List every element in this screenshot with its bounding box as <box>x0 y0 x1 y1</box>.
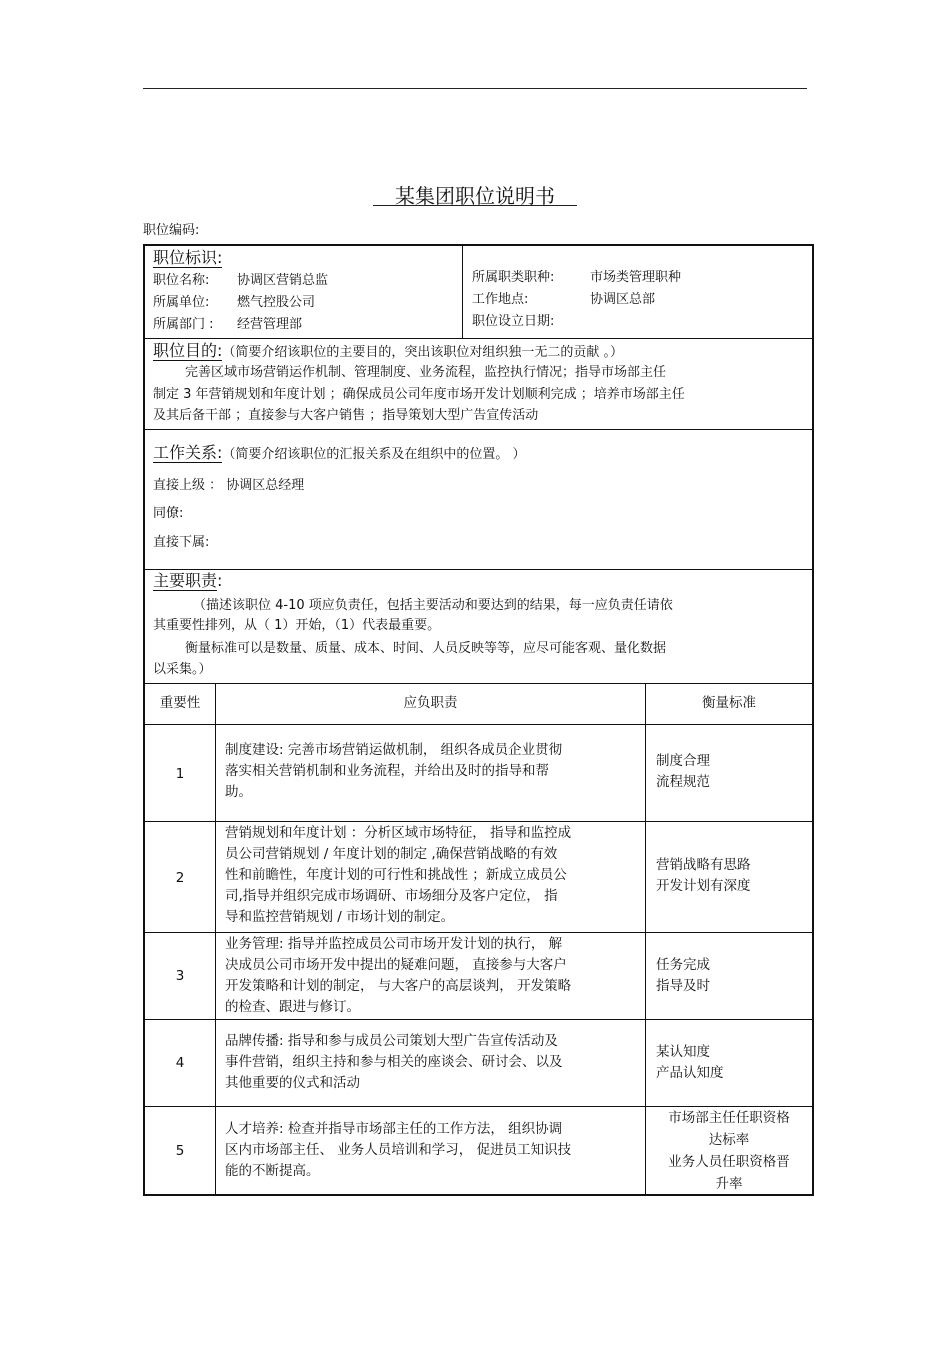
divider-identity <box>145 338 812 339</box>
position-name-label: 职位名称: <box>153 273 210 288</box>
purpose-hint: （简要介绍该职位的主要目的，突出该职位对组织独一无二的贡献 。） <box>222 345 624 360</box>
unit-value: 燃气控股公司 <box>237 295 316 310</box>
row-1-rank: 1 <box>175 766 185 782</box>
row-5-measure: 市场部主任任职资格 达标率 业务人员任职资格晋 升率 <box>668 1110 790 1192</box>
title-underline <box>373 205 577 206</box>
row-2-rank: 2 <box>175 870 185 886</box>
table-col-divider-1 <box>215 683 216 1194</box>
header-measure: 衡量标准 <box>702 695 756 711</box>
row-5-duty: 人才培养: 检查并指导市场部主任的工作方法， 组织协调 区内市场部主任、 业务人员培训和学习， 促进员工知识技 能的不断提高。 <box>225 1121 572 1179</box>
relations-heading: 工作关系: <box>153 443 223 462</box>
header-responsibility: 应负职责 <box>403 695 458 711</box>
work-location-value: 协调区总部 <box>590 292 656 307</box>
purpose-heading-row <box>153 342 623 361</box>
table-header-divider <box>145 724 812 725</box>
header-rule <box>143 88 807 89</box>
job-description-sheet <box>143 244 814 1196</box>
duties-note-2: 其重要性排列，从（ 1）开始，（1）代表最重要。 <box>153 618 441 633</box>
identity-heading: 职位标识: <box>153 248 223 267</box>
position-name-value: 协调区营销总监 <box>237 273 329 288</box>
duties-heading: 主要职责 <box>153 571 218 590</box>
row-4-duty: 品牌传播: 指导和参与成员公司策划大型广告宣传活动及 事件营销，组织主持和参与相关的座谈会、研讨会、以及 其他重要的仪式和活动 <box>225 1033 563 1091</box>
purpose-line-2: 制定 3 年营销规划和年度计划 ；确保成员公司年度市场开发计划顺利完成 ；培养市场部主任 <box>153 387 685 402</box>
duties-note-4: 以采集。） <box>153 662 212 677</box>
row-divider-3 <box>145 1019 812 1020</box>
row-1-duty: 制度建设: 完善市场营销运做机制， 组织各成员企业贯彻 落实相关营销机制和业务流程，并给出及时的指导和帮 助。 <box>225 742 563 800</box>
divider-relations <box>145 569 812 570</box>
divider-identity-columns <box>462 246 463 338</box>
row-3-duty: 业务管理: 指导并监控成员公司市场开发计划的执行， 解 决成员公司市场开发中提出的疑难问题， 直接参与大客户 开发策略和计划的制定， 与大客户的高层谈判， 开发策略 的检查、跟进与修订。 <box>225 936 572 1015</box>
row-5-rank: 5 <box>175 1143 185 1159</box>
duties-note-3: 衡量标准可以是数量、质量、成本、时间、人员反映等等，应尽可能客观、量化数据 <box>185 641 667 656</box>
duties-heading-row: 主要职责: <box>153 571 223 590</box>
job-category-label: 所属职类职种: <box>472 270 555 285</box>
direct-superior: 直接上级 ： 协调区总经理 <box>153 478 305 493</box>
divider-purpose <box>145 429 812 430</box>
direct-subordinates: 直接下属: <box>153 535 210 550</box>
purpose-line-1: 完善区域市场营销运作机制、管理制度、业务流程，监控执行情况；指导市场部主任 <box>185 365 667 380</box>
divider-duties-notes <box>145 683 812 684</box>
unit-label: 所属单位: <box>153 295 210 310</box>
peers: 同僚: <box>153 506 184 521</box>
establish-date-label: 职位设立日期: <box>472 314 555 329</box>
department-label: 所属部门 : <box>153 317 214 332</box>
document-title: 某集团职位说明书 <box>395 184 555 208</box>
row-3-rank: 3 <box>175 968 185 984</box>
relations-heading-row <box>153 444 526 463</box>
row-1-measure: 制度合理 流程规范 <box>656 753 710 790</box>
header-importance: 重要性 <box>159 695 201 711</box>
purpose-heading: 职位目的: <box>153 341 223 360</box>
purpose-line-3: 及其后备干部 ；直接参与大客户销售 ；指导策划大型广告宣传活动 <box>153 408 539 423</box>
department-value: 经营管理部 <box>237 317 303 332</box>
work-location-label: 工作地点: <box>472 292 529 307</box>
row-4-measure: 某认知度 产品认知度 <box>656 1044 724 1081</box>
row-4-rank: 4 <box>175 1055 185 1071</box>
row-2-measure: 营销战略有思路 开发计划有深度 <box>656 857 751 894</box>
row-divider-2 <box>145 932 812 933</box>
job-category-value: 市场类管理职种 <box>590 270 682 285</box>
relations-hint: （简要介绍该职位的汇报关系及在组织中的位置。 ） <box>222 447 526 462</box>
row-divider-1 <box>145 821 812 822</box>
position-code-label: 职位编码: <box>143 223 200 238</box>
row-2-duty: 营销规划和年度计划 ：分析区域市场特征， 指导和监控成 员公司营销规划 / 年度计划的制定 ,确保营销战略的有效 性和前瞻性，年度计划的可行性和挑战性 ；新成立成员公 司,指导并组织完成市场调研、市场细分及客户定位， 指 导和监控营销规划 / 市场计划的制定。 <box>225 825 572 925</box>
row-3-measure: 任务完成 指导及时 <box>656 957 710 994</box>
duties-note-1: （描述该职位 4-10 项应负责任，包括主要活动和要达到的结果，每一应负责任请依 <box>193 598 673 613</box>
